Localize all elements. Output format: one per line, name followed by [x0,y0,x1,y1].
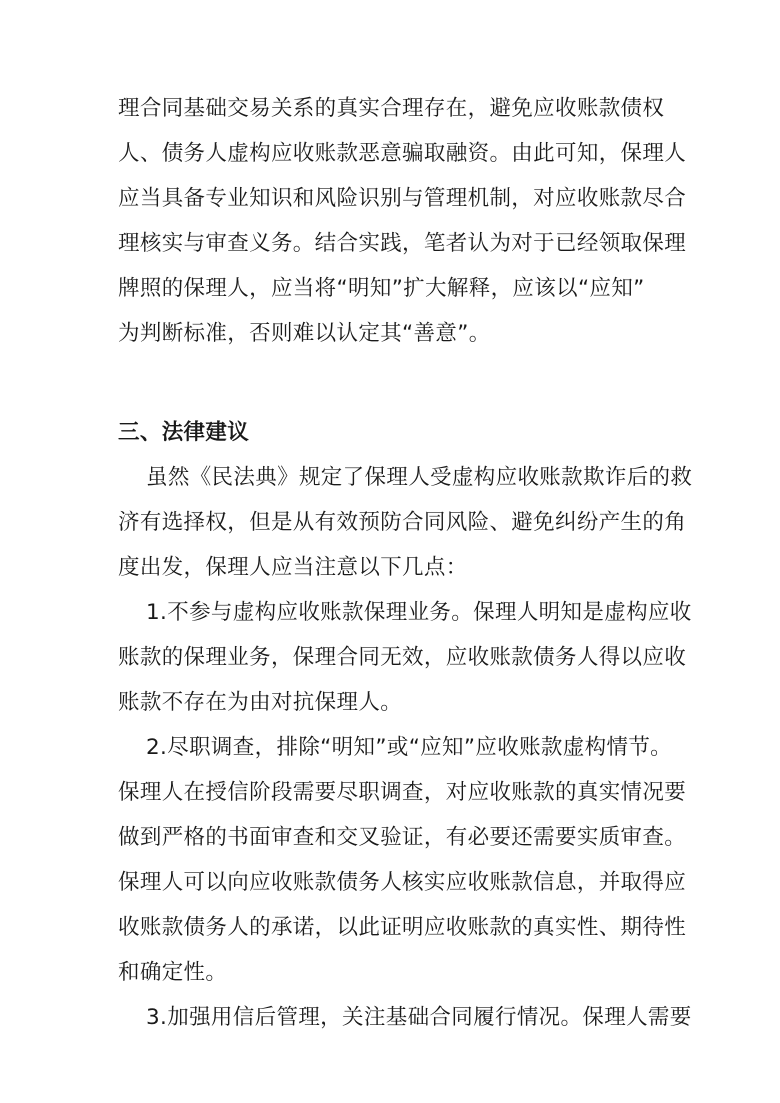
text-line: 3.加强用信后管理，关注基础合同履行情况。保理人需要 [146,1005,692,1030]
text-line: 做到严格的书面审查和交叉验证，有必要还需要实质审查。 [118,825,687,850]
text-line: 理合同基础交易关系的真实合理存在，避免应收账款债权 [118,96,665,121]
text-line: 应当具备专业知识和风险识别与管理机制，对应收账款尽合 [118,186,687,211]
text-line: 理核实与审查义务。结合实践，笔者认为对于已经领取保理 [118,231,687,256]
text-line: 收账款债务人的承诺，以此证明应收账款的真实性、期待性 [118,915,687,940]
text-line: 保理人在授信阶段需要尽职调查，对应收账款的真实情况要 [118,780,687,805]
text-line: 牌照的保理人，应当将“明知”扩大解释，应该以“应知” [118,276,645,301]
text-line: 济有选择权，但是从有效预防合同风险、避免纠纷产生的角 [118,510,687,535]
text-line: 账款的保理业务，保理合同无效，应收账款债务人得以应收 [118,645,687,670]
text-line: 为判断标准，否则难以认定其“善意”。 [118,321,491,346]
text-line: 保理人可以向应收账款债务人核实应收账款信息，并取得应 [118,870,687,895]
text-line: 1.不参与虚构应收账款保理业务。保理人明知是虚构应收 [146,600,692,625]
text-line: 和确定性。 [118,960,228,985]
section-heading: 三、法律建议 [118,420,250,445]
text-line: 2.尽职调查，排除“明知”或“应知”应收账款虚构情节。 [146,735,673,760]
text-line: 人、债务人虚构应收账款恶意骗取融资。由此可知，保理人 [118,141,687,166]
text-line: 账款不存在为由对抗保理人。 [118,690,403,715]
text-line: 度出发，保理人应当注意以下几点： [118,555,468,580]
text-line: 虽然《民法典》规定了保理人受虚构应收账款欺诈后的救 [146,465,693,490]
